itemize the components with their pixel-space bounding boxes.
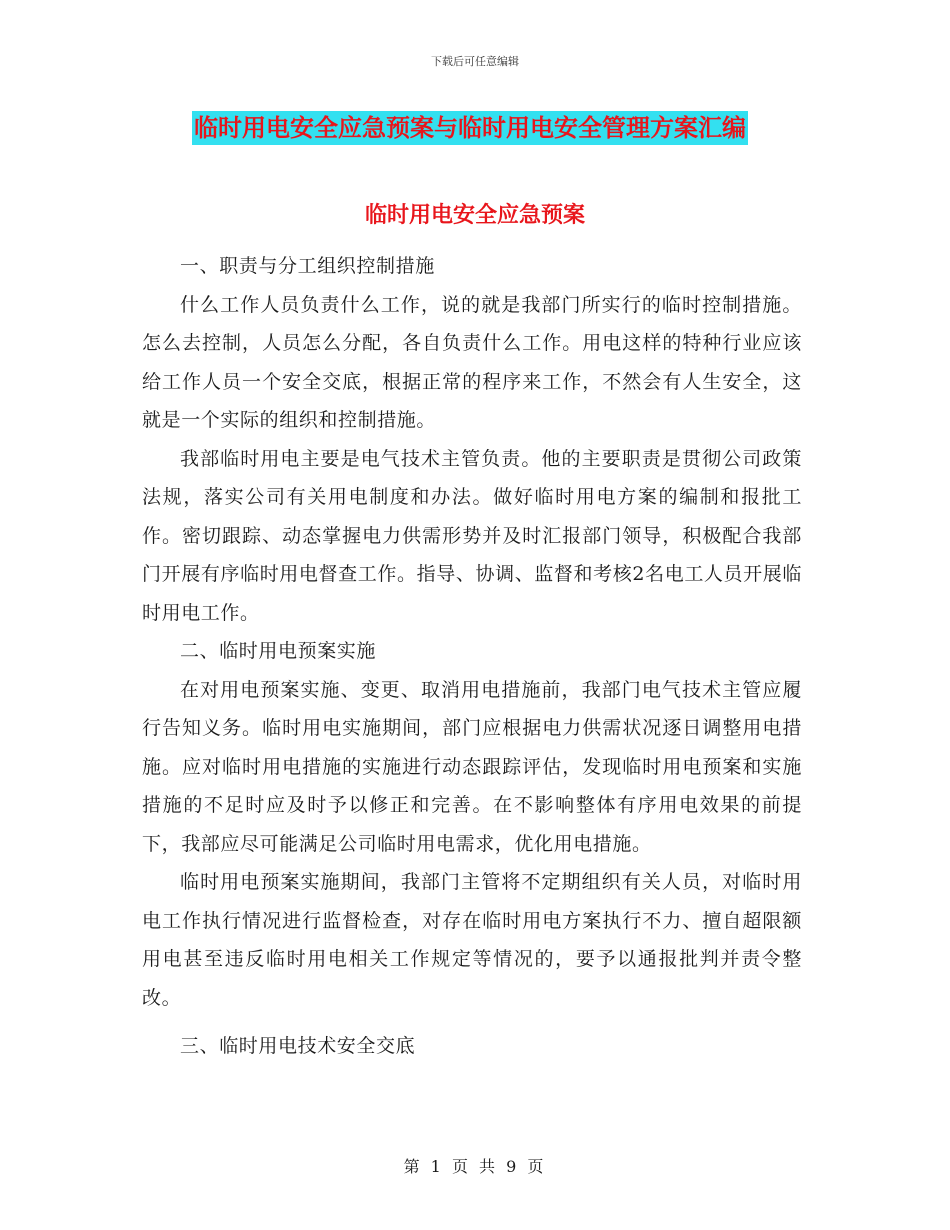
page-footer: 第 1 页 共 9 页 <box>403 1157 547 1176</box>
document-main-title: 临时用电安全应急预案与临时用电安全管理方案汇编 <box>192 111 748 145</box>
page-header-note: 下载后可任意编辑 <box>431 55 519 68</box>
paragraph-electrical-supervisor: 我部临时用电主要是电气技术主管负责。他的主要职责是贯彻公司政策法规，落实公司有关用电制度和办法。做好临时用电方案的编制和报批工作。密切跟踪、动态掌握电力供需形势并及时汇报部门领导，积极配合我部门开展有序临时用电督查工作。指导、协调、监督和考核2名电工人员开展临时用电工作。 <box>142 447 802 624</box>
section-title: 临时用电安全应急预案 <box>364 203 585 228</box>
heading-plan-implementation: 二、临时用电预案实施 <box>180 640 377 662</box>
document-body <box>142 247 802 1066</box>
heading-responsibilities: 一、职责与分工组织控制措施 <box>180 255 435 277</box>
heading-technical-safety-briefing: 三、临时用电技术安全交底 <box>180 1035 416 1057</box>
paragraph-supervision-inspection: 临时用电预案实施期间，我部门主管将不定期组织有关人员，对临时用电工作执行情况进行监督检查，对存在临时用电方案执行不力、擅自超限额用电甚至违反临时用电相关工作规定等情况的，要予以通报批判并责令整改。 <box>142 871 802 1009</box>
paragraph-plan-implementation: 在对用电预案实施、变更、取消用电措施前，我部门电气技术主管应履行告知义务。临时用电实施期间，部门应根据电力供需状况逐日调整用电措施。应对临时用电措施的实施进行动态跟踪评估，发现临时用电预案和实施措施的不足时应及时予以修正和完善。在不影响整体有序用电效果的前提下，我部应尽可能满足公司临时用电需求，优化用电措施。 <box>142 678 802 855</box>
paragraph-responsibilities-intro: 什么工作人员负责什么工作，说的就是我部门所实行的临时控制措施。怎么去控制，人员怎么分配，各自负责什么工作。用电这样的特种行业应该给工作人员一个安全交底，根据正常的程序来工作，不然会有人生安全，这就是一个实际的组织和控制措施。 <box>142 293 802 431</box>
main-title-container <box>192 111 748 145</box>
